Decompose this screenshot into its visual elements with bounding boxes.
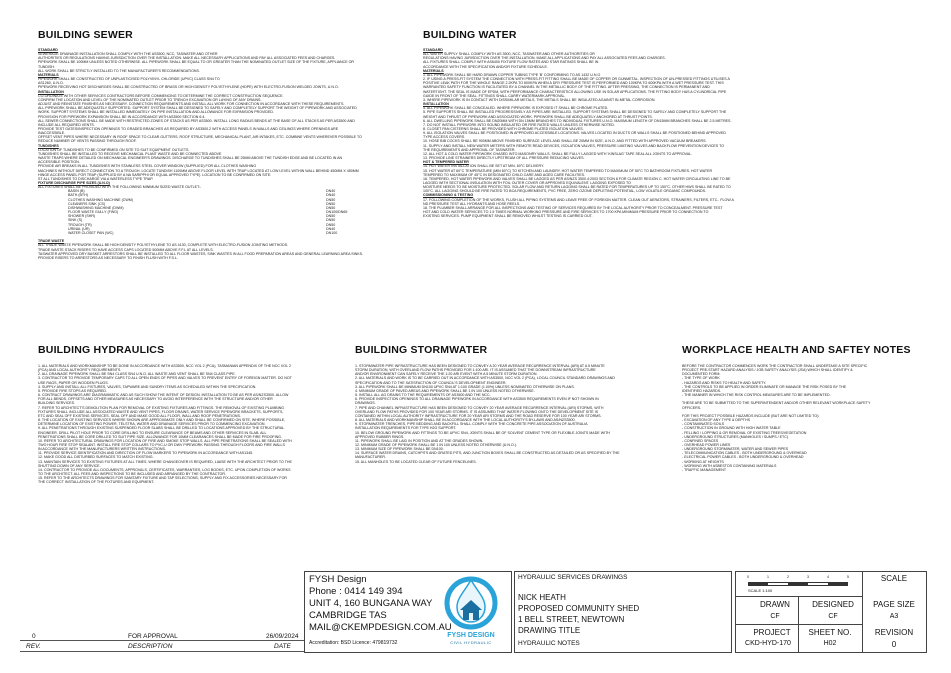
logo-drop-icon	[438, 574, 504, 632]
note-line: PROJECT PRE-START HAZARD ANALYSIS / JOB SAFETY ANALYSIS (JSA) WHICH SHALL IDENTIFY &	[682, 368, 853, 373]
note-line: 7. REFER TO ARCHITECT'S DEMOLITION PLAN FOR REMOVAL OF EXISTING FIXTURES AND FITTINGS. THE REMOVAL OF EXISTING PLUMBING	[38, 405, 285, 410]
company-phone: Phone : 0414 149 394	[309, 586, 403, 597]
note-line: FOR THIS PROJECT POSSIBLE HAZARDS INCLUDE (BUT ARE NOT LIMITED TO):	[682, 413, 820, 418]
note-line: 13. MAINTAIN SERVICES TO EXISTING FIXTURES AT ALL TIMES. WHERE CHANGEOVER IS REQUIRED, LIAISE WITH THE ARCHITECT PRIOR TO THE	[38, 459, 292, 464]
note-line: 15. ALL MANHOLES TO BE LOCATED CLEAR OF FUTURE FENCELINES.	[355, 459, 477, 464]
note-line: FIXTURE DISCHARGE PIPE SIZES (U.N.O)	[38, 181, 110, 185]
note-line: 15. REFER TO THE ARCHITECTS DRAWINGS FOR SANITARY FIXTURE AND TAP SELECTIONS, SUPPLY AND FIX ACCESSORIES NECESSARY FOR	[38, 476, 288, 481]
page-size: A3	[889, 613, 899, 620]
company-accreditation: Accreditation: BSD Licence: 479819732	[309, 640, 398, 646]
scale-bar-segment	[788, 582, 808, 586]
note-line: IDENTIFIED HAZARDS.	[682, 388, 722, 393]
note-line: AS1260, U.N.O.	[38, 81, 64, 86]
note-line: MACHINES WITHOUT DIRECT CONNECTION TO A TROUGH. LOCATE TUNDISH 1100MM ABOVE FLOOR LEVEL WITH TRAP LOCATED AT LOW LEVEL WITHIN WALL BEHIND 450MM X 450MM	[38, 168, 359, 173]
note-line: PIPEWORK RECEIVING HOT DISCHARGES SHALL BE CONSTRUCTED OF BRASS OR HIGH DENSITY POLYETHYLENE (HDPE) WITH ELECTRO-FUSION WELDED JOINTS, U.N.O.	[38, 85, 339, 90]
note-line: 13. MINIMUM SIZE OF PIPEWORK SHALL BE DN100.	[355, 447, 444, 452]
divider	[862, 571, 863, 652]
note-line: 5. PIPE SUPPORTS SHALL BE INSTALLED PROGRESSIVELY AS PIPES ARE INSTALLED. SUPPORT SYSTEMS SHALL BE DESIGNED TO SAFELY AND COMPLETELY SUPPORT THE	[423, 110, 727, 115]
note-line: - OVERHEAD POWER LINES	[682, 442, 731, 447]
drawing-title-label: DRAWING TITLE	[518, 626, 581, 635]
designed-label: DESIGNED	[812, 600, 854, 609]
note-line: CONFIRM THE LOCATION AND LEVEL OF THE NOMINATED OUTLET PRIOR TO TRENCH EXCAVATION OR LAYING OF ANY DRAINS.	[38, 97, 262, 102]
note-line: - FELLING / LOPPING & OR REMOVAL OF EXISTING TREES/VEGETATION	[682, 430, 807, 435]
fixture-name: CLOTHES WASHING MACHINE (CWM)	[68, 197, 133, 202]
note-line: MATERIALS	[423, 68, 444, 73]
fixture-size: DN40	[326, 193, 336, 198]
note-line: LAGGED WITH SECTIONAL INSULATION WITH FOIL OUTER COVER OR APPROVED EQUIVALENT. LAGGING EXPOSED TO	[423, 181, 631, 185]
note-line: REDUCE NUMBER OF VENTS PASSING THROUGH ROOF.	[38, 139, 137, 144]
note-line: SEWERAGE DRAINAGE INSTALLATION SHALL COMPLY WITH THE AS3500, NCC, TASWATER AND OTHER	[38, 52, 218, 57]
note-line: PIPEWORK SHALL BE 100MM UNLESS NOTED OTHERWISE. ALL PIPEWORK SHALL BE EQUAL TO OR GREATER THAN THE NOMINATED OUTLET SIZE OF THE FIXTURE, APPLIANCE OR	[38, 60, 354, 65]
note-line: ST ALL TUNDISHES TO DISCHARGE VIA A WATERLESS TYPE TRAP.	[38, 176, 154, 181]
note-line: 5. INSTALL ALL AG DRAINS TO THE REQUIREMENTS OF AS3500 AND THE NCC.	[355, 393, 491, 398]
note-line: REGULATIONS HAVING JURISDICTION OVER THE INSTALLATION. MAKE ALL APPLICATIONS AND PAY ALL ASSOCIATED FEES AND CHARGES.	[423, 56, 666, 61]
note-line: ACCORDANCE WITH THE SPECIFICATION AND/OR FIXTURE SCHEDULE.	[423, 64, 548, 69]
fysh-design-logo	[438, 574, 504, 648]
scale-bar-segment	[828, 582, 848, 586]
note-line: HOT AND COLD WATER SERVICES TO 1.5 TIMES NORMAL WORKING PRESSURE AND FIRE SERVICES TO 1700 KPA MINIMUM PRESSURE PRIOR TO CONNECTION TO	[423, 210, 709, 215]
note-line: ADJUST AND REINSTATE FINISHES AS NECESSARY. CONNECTION REQUIREMENTS AND INSTALL ALL WORK FOR CONNECTION IN ACCORDANCE WITH THESE REQUIREMENTS.	[38, 102, 345, 107]
note-line: WEIGHT AND THRUST OF PIPEWORK AND ASSOCIATED WORK. PIPEWORK SHALL BE ADEQUATELY ANCHORED AT THRUST POINTS.	[423, 114, 653, 119]
note-line: - THE TYPE OF WORK	[682, 376, 720, 381]
note-line: INSTALLATION	[38, 89, 64, 94]
note-line: FIXTURES SHALL INCLUDE ALL ASSOCIATED WASTE AND VENT PIPES, FLOOR DRAINS, WATER SERVICE PIPEWORK BRACKETS, SUPPORTS,	[38, 409, 284, 414]
drawing-set-title: HYDRAULIC SERVICES DRAWINGS	[518, 574, 628, 581]
note-line: 1. STORMWATER PIPE INFRASTRUCTURE HAS BEEN DESIGNED TO CONVEY A 20 YEAR AVERAGE RECURRENCE INTERVAL (ARI) AT A 5 MINUTE	[355, 364, 605, 368]
note-line: (PCA) AND LOCAL AUTHORITY REQUIREMENTS.	[38, 368, 122, 373]
drawn-label: DRAWN	[760, 600, 790, 609]
water-heading: BUILDING WATER	[423, 29, 517, 41]
stormwater-heading: BUILDING STORMWATER	[355, 344, 488, 356]
fixture-name: FLOOR WASTE GULLY (FWG)	[68, 210, 119, 215]
page-size-label: PAGE SIZE	[873, 600, 915, 609]
note-line: STANDARD	[38, 48, 58, 52]
note-line: BUILDING SERVICES.	[38, 401, 76, 406]
revision-value: 0	[891, 640, 897, 649]
note-line: - EXCAVATION OF ANY TYPE & DEPTHS	[682, 418, 750, 423]
note-line: 15. HOT WATER AT 60°C TEMPERATURE (MIN 60°C) TO KITCHEN AND LAUNDRY. HOT WATER TEMPERED TO MAXIMUM OF 50°C TO BATHROOM FIXTURES. HOT WATER	[423, 168, 713, 173]
note-line: 100°C. ALL LAGGING SHOULD BE FIRE RATED TO BCA REQUIREMENTS, PVC FREE, ZERO OZONE DEPLETING POTENTIAL, LOW VOLATILE ORGANIC COMPOUNDS.	[423, 189, 707, 194]
scale-tick: 5	[847, 575, 849, 579]
note-line: CONTAINED WITHIN LOCAL AUTHORITY INFRASTRUCTURE FOR 20 YEAR ARI STORMS AND THE ROAD RESERVE FOR 100 YEAR ARI STORMS.	[355, 413, 602, 418]
note-line: 11. PROVIDE SERVICE IDENTIFICATION AND DIRECTION OF FLOW MARKERS TO PIPEWORK IN ACCORDANCE WITH AS1345.	[38, 451, 254, 456]
note-line: 10. BELOW GROUND PIPEWORK AND FITTINGS TO BE UPVC SN4, JOINTS SHALL BE OF SOLVENT CEMENT TYPE OR FLEXIBLE JOINTS MADE WITH	[355, 430, 610, 435]
note-line: 8. THE LOCATION OF EXISTING SERVICES WHERE SHOWN ARE APPROXIMATE ONLY AND SHALL BE CONFIRMED ON SITE, WHERE POSSIBLE,	[38, 418, 286, 423]
fixture-name: CLEANERS SINK (CS)	[68, 201, 106, 206]
note-line: - TELECOMMUNICATION CABLES - BOTH UNDERGROUND & OVERHEAD	[682, 451, 807, 456]
note-line: ENGINEER. DRILL PILOT HOLE PRIOR TO CORE DRILLING TO ENSURE CLEARANCE OF BEAMS AND OTHER SERVICES IN SLAB. ALL	[38, 430, 267, 435]
note-line: 3. CONTRACTOR TO PROVIDE TEMPORARY CAPS TO ALL OPEN ENDS OF PIPES AND VALVES TO PREVENT ENTRY OF FOREIGN MATTER. DO NOT	[38, 376, 292, 381]
logo-text: FYSH DESIGN	[447, 632, 495, 639]
fixture-size: DN50	[326, 197, 336, 202]
note-line: 5. PROVIDE FIRE STOPS AS REQUIRED.	[38, 388, 108, 393]
note-line: WORK. SUPPORT SYSTEMS SHALL BE INSTALLED IMMEDIATELY ON PIPE INSTALLATION AND ALLOWANCE FOR EXPANSION PROVIDED.	[38, 110, 274, 115]
note-line: HOT & TEMPERED WATER	[423, 160, 469, 165]
note-line: 7. DO NOT INSTALL PIPEWORK INTO SOUND INSULATED OR FIRE RATED WALLS UNLESS OTHERWISE NOTED.	[423, 122, 616, 127]
note-line: ALL SEWER CONNECTIONS SHALL BE MADE WITH RESTRICTED ZONES OF STACKS AS PER AS3500. INSTALL LONG RADIUS BENDS AT THE BASE OF ALL STACKS AS PER AS3500 AND	[38, 118, 355, 123]
company-address-2: CAMBRIDGE TAS	[309, 610, 387, 621]
note-line: - CONFINED SPACES	[682, 438, 719, 443]
revision-description-header: DESCRIPTION	[128, 643, 173, 650]
note-line: 9. ALL PENETRATIONS THROUGH EXISTING SUSPENDED FLOOR SLABS SHALL BE DRILLED TO LOCATIONS APPROVED BY THE STRUCTURAL	[38, 426, 285, 431]
whs-heading: WORKPLACE HEALTH AND SAFTEY NOTES	[682, 344, 911, 356]
scale-bar-segment	[748, 582, 768, 586]
trade-waste-heading: TRADE WASTE	[38, 239, 65, 244]
fixture-size: DN50	[326, 218, 336, 223]
note-line: MATERIALS	[38, 72, 59, 77]
note-line: - TRAFFIC MANAGEMENT	[682, 467, 727, 472]
note-line: 18. THE PLUMBER SHALL ARRANGE FOR ALL INSPECTIONS AND TESTING OF SERVICES REQUIRED BY THE LOCAL AUTHORITY PRIOR TO CONCEALMENT. PRESSURE TEST	[423, 205, 723, 210]
note-line: PENETRATIONS SHALL BE CORE DRILLED TO SUIT PIPE SIZE. ALLOWANCE FOR 10MM CLEARANCES SHALL BE MADE FOR FIRE PROOFING.	[38, 434, 282, 439]
note-line: DRAWINGS.	[355, 401, 376, 406]
note-line: - UNDERGROUND STRUCTURES (MANHOLES / SUMPS / ETC)	[682, 434, 789, 439]
note-line: TWO HOUR FIRE STOP SEALANT. INSTALL FIRE STOP COLLARS TO PVC-U OR DWV PIPEWORK PASSING THROUGH FLOORS AND FIRE WALLS	[38, 442, 285, 447]
project-address: 1 BELL STREET, NEWTOWN	[518, 615, 625, 624]
client-name: NICK HEATH	[518, 593, 566, 602]
note-line: 1. ALL MATERIALS AND WORKMANSHIP TO BE DONE IN ACCORDANCE WITH AS3500, NCC VOL 2 (PCA), TASMANIAN APPENDIX OF THE NCC VOL 2	[38, 364, 291, 368]
fixture-name: BASIN (B)	[68, 189, 85, 194]
revision-date: 26/09/2024	[266, 633, 299, 640]
note-line: 10. REFER TO ARCHITECTURAL DRAWINGS FOR LOCATION OF FIRE AND SMOKE STOP WALLS. ALL PIPE PENETRATIONS SHALL BE SEALED WITH	[38, 438, 292, 443]
note-line: TASWATER APPROVED DRY BASKET ARRESTORS SHALL BE INSTALLED TO ALL FLOOR WASTES, SINK WASTES IN ALL FOOD PREPARATION AREAS AND GENERAL LEARNING AREA SINKS.	[38, 251, 364, 256]
note-line: THESE ARE TO BE SUBMITTED TO THE SUPERINTENDENT AND/OR OTHER RELEVANT WORKPLACE SAFETY	[682, 401, 871, 406]
note-line: PROVIDE AIR BREAKS IN ALL TUNDISHES WITH STAINLESS STEEL COVER WINDOW (SUPPLIED) FOR ALL CLOTHES WASHING	[38, 164, 257, 169]
drawing-title: HYDRAULIC NOTES	[518, 640, 580, 647]
note-line: OVERLAND FLOW PATHS PROVIDED FOR 100 YEAR ARI STORMS. IT IS ASSUMED THAT WATER FLOWING ONTO THE DEVELOPMENT SITE IS	[355, 409, 599, 414]
revision-description: FOR APPROVAL	[128, 633, 178, 640]
note-line: - ELECTRICAL POWER CABLES - BOTH UNDERGROUND & OVERHEAD	[682, 455, 804, 460]
divider	[798, 596, 799, 652]
fixture-name: TROUGH (TR)	[68, 222, 92, 227]
note-line: IN ACCORDANCE WITH THE MANUFACTURERS WRITTEN INSTRUCTIONS.	[38, 447, 166, 452]
note-line: PROVIDE RISERS TO ARRESTORS AS NECESSARY TO FINISH FLUSH WITH F.S.L.	[38, 255, 178, 260]
note-line: CO-ORDINATE WITH OTHER SERVICES CONTRACTORS BEFORE COMMENCING TO DETERMINE THE CORRECT CONSTRUCTION SEQUENCE.	[38, 93, 284, 98]
note-line: OFFSET VENT PIPES WHERE NECESSARY IN ROOF SPACE TO CLEAR GUTTERS, ROOF STRUCTURE, MECHANICAL PLANT, AIR INTAKES, ETC. COMBINE VENTS WHEREVER POSSIBLE TO	[38, 135, 362, 140]
note-line: ALL FIXTURES SHALL COMPLY WITH AS6400 FIXTURE FLOW RATES AND STAR RATINGS SHALL BE IN	[423, 60, 599, 65]
note-line: 14. SURFACE WATER DRAINS, CATCHPITS AND GRATED PITS, AND JUNCTION BOXES SHALL BE CONSTRUCTED AS DETAILED OR AS SPECIFIED BY THE	[355, 451, 620, 456]
note-line: BEFORE THE CONTRACTOR COMMENCES WORK THE CONTRACTOR SHALL UNDERTAKE A SITE SPECIFIC	[682, 364, 868, 368]
note-line: MANUFACTURER.	[355, 455, 386, 460]
note-line: - WORKING WITH ASBESTOS CONTAINING MATERIALS	[682, 463, 777, 468]
scale-bar	[748, 575, 848, 595]
revision-divider	[20, 640, 304, 641]
note-line: TYPE ACCESS COVERS.	[423, 135, 466, 140]
note-line: 10. HOSE BIB COCKS SHALL BE 900MM ABOVE FINISHED SURFACE LEVEL AND SHALL BE 20MM IN SIZE, U.N.O. AND FITTED WITH APPROVED VACUUM BREAKERS.	[423, 139, 707, 144]
note-line: STORM DURATION, WITH OVERLAND FLOW PATHS PROVIDED FOR 1:100 ARI. IT IS ASSUMED THAT THE DOWNSTREAM INFRASTRUCTURE	[355, 368, 596, 373]
scale-tick: 4	[827, 575, 829, 579]
note-line: - UNDERGROUND STORMWATER, WATER AND SEWER PIPES	[682, 447, 789, 452]
note-line: ALL FIXTURES SHALL BE PROVIDED WITH THE FOLLOWING MINIMUM SIZED WASTE OUTLET:-	[38, 185, 202, 190]
note-line: 12. ALL HOT & COLD WATER PIPEWORK CHASED INTO MASONRY WALLS, SHALL BE FULLY LAGGED WITH 'KINSLAG' TAPE SEAL ALL JOINTS TO APPROVAL.	[423, 151, 693, 156]
note-line: 16. TEMPERED, HOT WATER PIPEWORK AND VALVES SHALL BE LAGGED AS PER AS/NZS 3500.4:2003 SECTION 8 FOR CLIMATE REGION C. HOT WATER CIRCULATING LINE TO BE	[423, 176, 731, 181]
scale-tick: 2	[787, 575, 789, 579]
note-line: INACCESSIBLE.	[38, 131, 66, 136]
note-line: 9. ALL ISOLATION VALVES SHALL BE POSITIONED IN APPROVED ACCESSIBLE LOCATIONS. VALVES LOCATED IN DUCTS OR WALLS SHALL BE POSITIONED BEHIND APPROVED	[423, 131, 726, 136]
note-line: INSTALLATION REQUIREMENTS FOR TYPE H2G SUPPORT.	[355, 426, 457, 431]
note-line: DOCUMENTED FORM:	[682, 372, 721, 377]
note-line: MOISTURE NEEDS TO BE MOISTURE PROTECTED. SOLAR FLOW AND RETURN LAGGING SHALL BE RATED FOR TEMPERATURES UP TO 150°C. OTHER HWS SHALL BE RATED TO	[423, 185, 731, 190]
fixture-name: WATER CLOSET PAN (WC)	[68, 230, 114, 235]
note-line: 6. ALL DWELLING PIPEWORK SHALL BE DN20MM WITH DN 15MM BRANCHES TO INDIVIDUAL FIXTURES U.N.O. MAXIMUM LENGTH OF DN15MM BRANCHES SHALL BE 2.5 METRES.	[423, 118, 732, 123]
fixture-size: DN40	[326, 226, 336, 231]
note-line: TUNDISHES	[38, 143, 59, 148]
note-line: THE REQUIREMENTS AND APPROVAL OF TASWATER.	[423, 147, 516, 152]
note-line: 13. PROVIDE LINE STRAINERS DIRECTLY UPSTREAM OF ALL PRESSURE REDUCING VALVES.	[423, 156, 585, 161]
note-line: 1. ALL PIPEWORK SHALL BE HARD DRAWN COPPER TUBING TYPE 'B' CONFORMING TO AS 1432 U.N.O	[423, 72, 601, 77]
note-line: SHUTTING DOWN OF ANY SERVICE.	[38, 463, 101, 468]
note-line: AUTHORITIES OR REGULATIONS HAVING JURISDICTION OVER THE INSTALLATION. MAKE ALL NECESSARY APPLICATIONS AND PAY ALL ASSOCIATED FEES AND CHARGES.	[38, 56, 336, 61]
note-line: 6. PROVIDE INSPECTION OPENINGS TO ALL DRAINAGE PIPEWORK IN ACCORDANCE WITH AS3500 REQUIREMENTS EVEN IF NOT SHOWN IN	[355, 397, 599, 402]
note-line: ALL PIPEWORK SHALL BE ADEQUATELY SUPPORTED. SUPPORT SYSTEM SHALL BE DESIGNED TO SAFELY AND COMPLETELY SUPPORT THE WEIGHT OF PIPEWORK AND ASSOCIATED	[38, 106, 357, 111]
company-email: MAIL@CKEMPDESIGN.COM.AU	[309, 622, 452, 633]
note-line: EXISTING SERVICES. PUMP EQUIPMENT SHALL BE REMOVED WHILST TESTING IS CARRIED OUT.	[423, 214, 593, 219]
note-line: TRADE WASTE STACK RISERS TO HAVE ACCESS CAPS LOCATED 500MM ABOVE F.F.L AT ALL LEVELS.	[38, 247, 214, 252]
note-line: 8. CLOSET PAN CISTERNS SHALL BE PROVIDED WITH CHROME PLATED ISOLATION VALVES.	[423, 126, 584, 131]
note-line: 2. ALL DRAINAGE PIPEWORK SHALL BE SN4 CLASS SN4 U.N.O. ALL WASTE AND VENT SHALL BE SN4 CLASS PIPE.	[38, 372, 236, 377]
note-line: AND/OR ENVIRONMENT CAN SAFELY RECEIVE THE 1:20 ARI EVENT WITH A 5 MINUTE STORM DURATION.	[355, 372, 538, 377]
note-line: - CONTAMINATED SOILS	[682, 422, 724, 427]
note-line: SPECIFICATION AND TO THE SATISFACTION OF COUNCIL'S DEVELOPMENT ENGINEER.	[355, 380, 507, 385]
note-line: TO THE ARCHITECT. ALL FEES AND INSPECTIONS TO BE INCLUDED AND ARRANGED BY THE CONTRACTOR.	[38, 472, 226, 477]
note-line: TUNDISH.	[38, 64, 55, 69]
note-line: STANDARD	[423, 48, 443, 52]
note-line: 4. MINIMUM GRADE OF PAVED AREAS AND PIPEWORK SHALL BE 1 IN 100 UNLESS NOTED OTHERWISE.	[355, 388, 535, 393]
sewer-heading: BUILDING SEWER	[38, 29, 133, 41]
note-line: - WORKING AT HEIGHTS	[682, 459, 724, 464]
note-line: APPROVED RUBBER RINGS.	[355, 434, 405, 439]
note-line: 9. STORMWATER TRENCHES, PIPE BEDDING AND BACKFILL SHALL COMPLY WITH THE CONCRETE PIPE ASSOCIATION OF AUSTRALIA	[355, 422, 588, 427]
fixture-size: DN50	[326, 205, 336, 210]
note-line: 6. CONTRACT DRAWINGS ARE DIAGRAMMATIC AND AS SUCH SHOW THE INTENT OF DESIGN. INSTALLATION TO BE AS PER AS/NZS3500. ALLOW	[38, 393, 289, 398]
revision-date-header: DATE	[274, 643, 291, 650]
company-address-1: UNIT 4, 160 BUNGANA WAY	[309, 598, 433, 609]
note-line: PIPEWORK SHALL BE CONSTRUCTED OF UNPLASTICISED POLYVINYL CHLORIDE (UPVC) CLASS SN4 TO	[38, 77, 220, 82]
fixture-name: URINAL (UR)	[68, 226, 90, 231]
project-number: CKD-HYD-170	[745, 640, 791, 647]
note-line: - CONSTRUCTION IN GROUND WITH HIGH WATER TABLE	[682, 426, 781, 431]
note-line: INCLUDE ALL REQUIRED VENTS.	[38, 122, 95, 127]
note-line: - HAZARDS AND RISKS TO HEALTH AND SAFETY.	[682, 380, 767, 385]
note-line: 4. SUPPLY AND INSTALL ALL FIXTURES, VALVES, TAPWARE AND SUNDRY ITEMS AS SCHEDULED WITHIN THE SPECIFICATION.	[38, 384, 257, 389]
note-line: - THE CONTROLS TO BE APPLIED IN ORDER ELIMINATE OR MANAGE THE RISK POSED BY THE	[682, 384, 847, 389]
note-line: 3. ALL PIPEWORK SHALL BE MINIMUM DN100 UPVC SN4 AT 1:100 GRADE (1.00%) UNLESS NOMINATED OTHERWISE ON PLANS.	[355, 384, 575, 389]
note-line: 17. FOLLOWING COMPLETION OF THE WORKS, FLUSH ALL PIPING SYSTEMS AND LEAVE FREE OF FOREIGN MATTER. CLEAN OUT AERATORS, STRAINERS, FILTERS, ETC.. FLOW A	[423, 197, 734, 202]
note-line: ACCESSIBLE POSITION.	[38, 160, 80, 165]
note-line: PROVIDE TEST GATES/INSPECTION OPENINGS TO GRADED BRANCHES AS REQUIRED BY AS3500.2 WITH ACCESS PANELS IN WALLS AND CEILINGS WHERE OPENINGS ARE	[38, 126, 339, 131]
note-line: ALL TRADE WASTE PIPEWORK SHALL BE HIGH DENSITY POLYETHYLENE TO AS 4130, COMPLETE WITH ELECTRO-FUSION JOINTING METHODS.	[38, 243, 289, 248]
scale-tick: 0	[747, 575, 749, 579]
sewer-notes	[38, 48, 408, 338]
logo-subtext: CIVIL HYDRAULIC	[450, 640, 492, 645]
note-line: ETC AND SEAL OFF EXISTING SERVICES. SEAL OFF AND MAKE GOOD ALL FLOOR, WALL AND ROOF PENETRATIONS.	[38, 413, 241, 418]
fixture-name: SHOWER (SHR)	[68, 214, 96, 219]
note-line: WATERTIGHT. THE SEAL IS MADE OF EPDM, WITH PERFORMANCE CHARACTERISTICS ALLOWING USE IN SOLAR APPLICATIONS. THE FITTING BODY HAS A CYLINDRICAL PIPE	[423, 89, 727, 94]
sheet-number-label: SHEET NO.	[808, 628, 852, 637]
note-line: 3. WHERE PIPEWORK IS IN CONTACT WITH DISSIMILAR METALS, THE METALS SHALL BE INSULATED AGAINST BI-METAL CORROSION.	[423, 97, 656, 102]
note-line: WASTE TRAPS WHERE DETAILED ON MECHANICAL ENGINEER'S DRAWINGS. DISCHARGE TO TUNDISHES SHALL BE 25MM ABOVE THE TUNDISH EDGE AND BE LOCATED IN AN	[38, 156, 343, 161]
note-line: 2. IF USING A PRESS-FIT SYSTEM THE CONNECTION WITH PRESS-FIT FITTING SHALL BE MADE OF COPPER OR GUNMETAL. INSPECTION OF UN-PRESSED FITTINGS UTILISES A	[423, 77, 730, 82]
scale-tick: 1	[767, 575, 769, 579]
fixture-size: DN50	[326, 222, 336, 227]
scale-tick: 3	[807, 575, 809, 579]
stormwater-notes	[355, 364, 673, 564]
fixture-size: DN40	[326, 189, 336, 194]
scale-bar-label: SCALE 1:100	[748, 588, 773, 593]
note-line: TEMPERED TO MAXIMUM OF 45°C IN DESIGNATED CHILD CARE AND AGED CARE FACILITIES.	[423, 172, 585, 177]
revision-divider-bottom	[20, 651, 304, 652]
note-line: COMMISSIONING & TESTING	[423, 193, 474, 198]
note-line: INSTALLATION	[423, 102, 449, 107]
note-line: WARRANTED SAFETY FUNCTION IS FACILITATED BY A CHANNEL IN THE METALLIC BODY OF THE FITTING. AFTER PRESSING, THE CONNECTION IS PERMANENT AND	[423, 85, 710, 90]
fixture-size: DN50	[326, 214, 336, 219]
fixture-name: DISHWASHING MACHINE (DWM)	[68, 205, 124, 210]
fixture-row	[38, 231, 408, 235]
designed-value: CF	[828, 613, 838, 620]
note-line: TUNDISHES SHALL BE INSTALLED TO RECEIVE MECHANICAL PLANT WASTE AND BE CONNECTED ABOVE	[38, 151, 222, 156]
project-number-label: PROJECT	[753, 628, 791, 637]
fixture-size: DN50	[326, 201, 336, 206]
note-line: 8. ALL MATERIALS AND WORKMANSHIP SHALL BE IN ACCORDANCE WITH THE LOCAL AUTHORITY'S BY-LAWS AND AS/NZS3500.	[355, 418, 576, 423]
note-line: LOCATION OF TUNDISHES TO BE CONFIRMED ON SITE TO SUIT EQUIPMENT OUTLETS.	[38, 147, 190, 152]
note-line: 7. PIPE AND CHANNEL INFRASTRUCTURE HAS BEEN DESIGNED TO CONVEY 20 YEAR AVERAGE RECURRENCE INTERVAL (ARI) STORMS, WITH	[355, 405, 604, 410]
note-line: OFFICERS.	[682, 405, 702, 410]
note-line: FOR ALL BENDS, OFFSETS AND OTHER MEASURES AS NECESSARY TO AVOID INTERFERENCE WITH THE STRUCTURE AND/OR OTHER	[38, 397, 273, 402]
note-line: ALL WORK SHALL BE STRICTLY INSTALLED TO THE MANUFACTURER'S RECOMMENDATIONS.	[38, 68, 200, 73]
fixture-name: BATH (BTH)	[68, 193, 88, 198]
fixture-size: DN100	[326, 230, 338, 235]
note-line: 14. HOT WATER INSTALLATION SHALL BE SET AT MIN. 60°C DELIVERY.	[423, 164, 544, 169]
note-line: 11. SUPPLY AND INSTALL NEW WATER METERS WITH REMOTE READ DEVICES, ISOLATION VALVES, PRESSURE LIMITING VALVES AND BACKFLOW PREVENTION DEVICES TO	[423, 143, 725, 148]
company-name: FYSH Design	[309, 574, 367, 585]
note-line: DETERMINE LOCATION OF EXISTING POWER, TELSTRA, WATER AND DRAINAGE SERVICES PRIOR TO COMMENCING EXCAVATION.	[38, 422, 266, 427]
note-line: THE CORRECT INSTALLATION OF THE FIXTURES AND EQUIPMENT.	[38, 480, 155, 485]
fixture-name: SINK (S)	[68, 218, 83, 223]
sheet-number: H02	[823, 640, 837, 647]
note-line: ALL WATER SUPPLY SHALL COMPLY WITH AS 3500, NCC, TASWATER AND OTHER AUTHORITIES OR	[423, 52, 595, 57]
note-line: - THE MANNER IN WHICH THE RISK CONTROL MEASURES ARE TO BE IMPLEMENTED.	[682, 393, 831, 398]
scale-label: SCALE	[880, 574, 908, 583]
water-notes	[423, 48, 923, 338]
note-line: HINGE ACCESS PANEL FOR TRAP (SUPPLIED BY A NA SARIPPHI OR EQUAL APPROVED TYPE). LOCATION TO BE CONFIRMED ON SITE.	[38, 172, 272, 177]
note-line: 2. ALL MATERIALS AND WORK IS TO BE CARRIED OUT IN ACCORDANCE WITH AS3500, NCC VOL 2 (PCA), LOCAL COUNCIL STANDARD DRAWINGS AND	[355, 376, 615, 381]
note-line: 4. ALL PIPEWORK SHALL BE CONCEALED. WHERE PIPEWORK IS EXPOSED IT SHALL BE CHROME PLATED.	[423, 106, 609, 111]
fixture-size: DN100/DN65	[326, 210, 348, 215]
note-line: PROVISION FOR PIPEWORK EXPANSION SHALL BE IN ACCORDANCE WITH AS3500 SECTION 6.4.	[38, 114, 206, 119]
note-line: USE RAGS, PAPER OR WOODEN PLUGS.	[38, 380, 109, 385]
note-line: 11. PIPEWORK SHALL BE LAID IN POSITION AND AT THE GRADES SHOWN.	[355, 438, 484, 443]
revision-number: 0	[32, 633, 36, 640]
note-line: GUIDE IN FRONT OF THE SEAL. FITTINGS SHALL CARRY WATERMARK APPROVAL.	[423, 93, 566, 98]
drawn-value: CF	[770, 613, 780, 620]
revision-rev-header: REV.	[26, 643, 41, 650]
note-line: 12. MINIMUM GRADE OF PIPEWORK SHALL BE 1 IN 100 UNLESS NOTED OTHERWISE (U.N.O.).	[355, 442, 517, 447]
revision-label: REVISION	[874, 628, 914, 637]
note-line: 14. CONTRACTOR TO PROVIDE ALL DOCUMENTS, APPROVALS, CERTIFICATES, WARRANTIES, LOG BOOKS, ETC. UPON COMPLETION OF WORKS	[38, 467, 291, 472]
note-line: POSITIVE LEAK PATH FOR THE WHOLE RANGE 2.2KPA TO 600KPA WHEN A DRY PRESSURE TEST IS PERFORMED AND 100KPA TO 600KPA WITH A WET PRESSURE TEST. THIS	[423, 81, 724, 86]
hydraulics-notes	[38, 364, 343, 564]
whs-notes	[682, 364, 922, 564]
note-line: ND PRESSURE TEST ALL HYDRANTS AND HOSE REELS.	[423, 201, 521, 206]
project-name: PROPOSED COMMUNITY SHED	[518, 604, 640, 613]
note-line: 12. MAKE GOOD ALL DISTURBED SURFACES TO MATCH EXISTING.	[38, 455, 154, 460]
hydraulics-heading: BUILDING HYDRAULICS	[38, 344, 165, 356]
